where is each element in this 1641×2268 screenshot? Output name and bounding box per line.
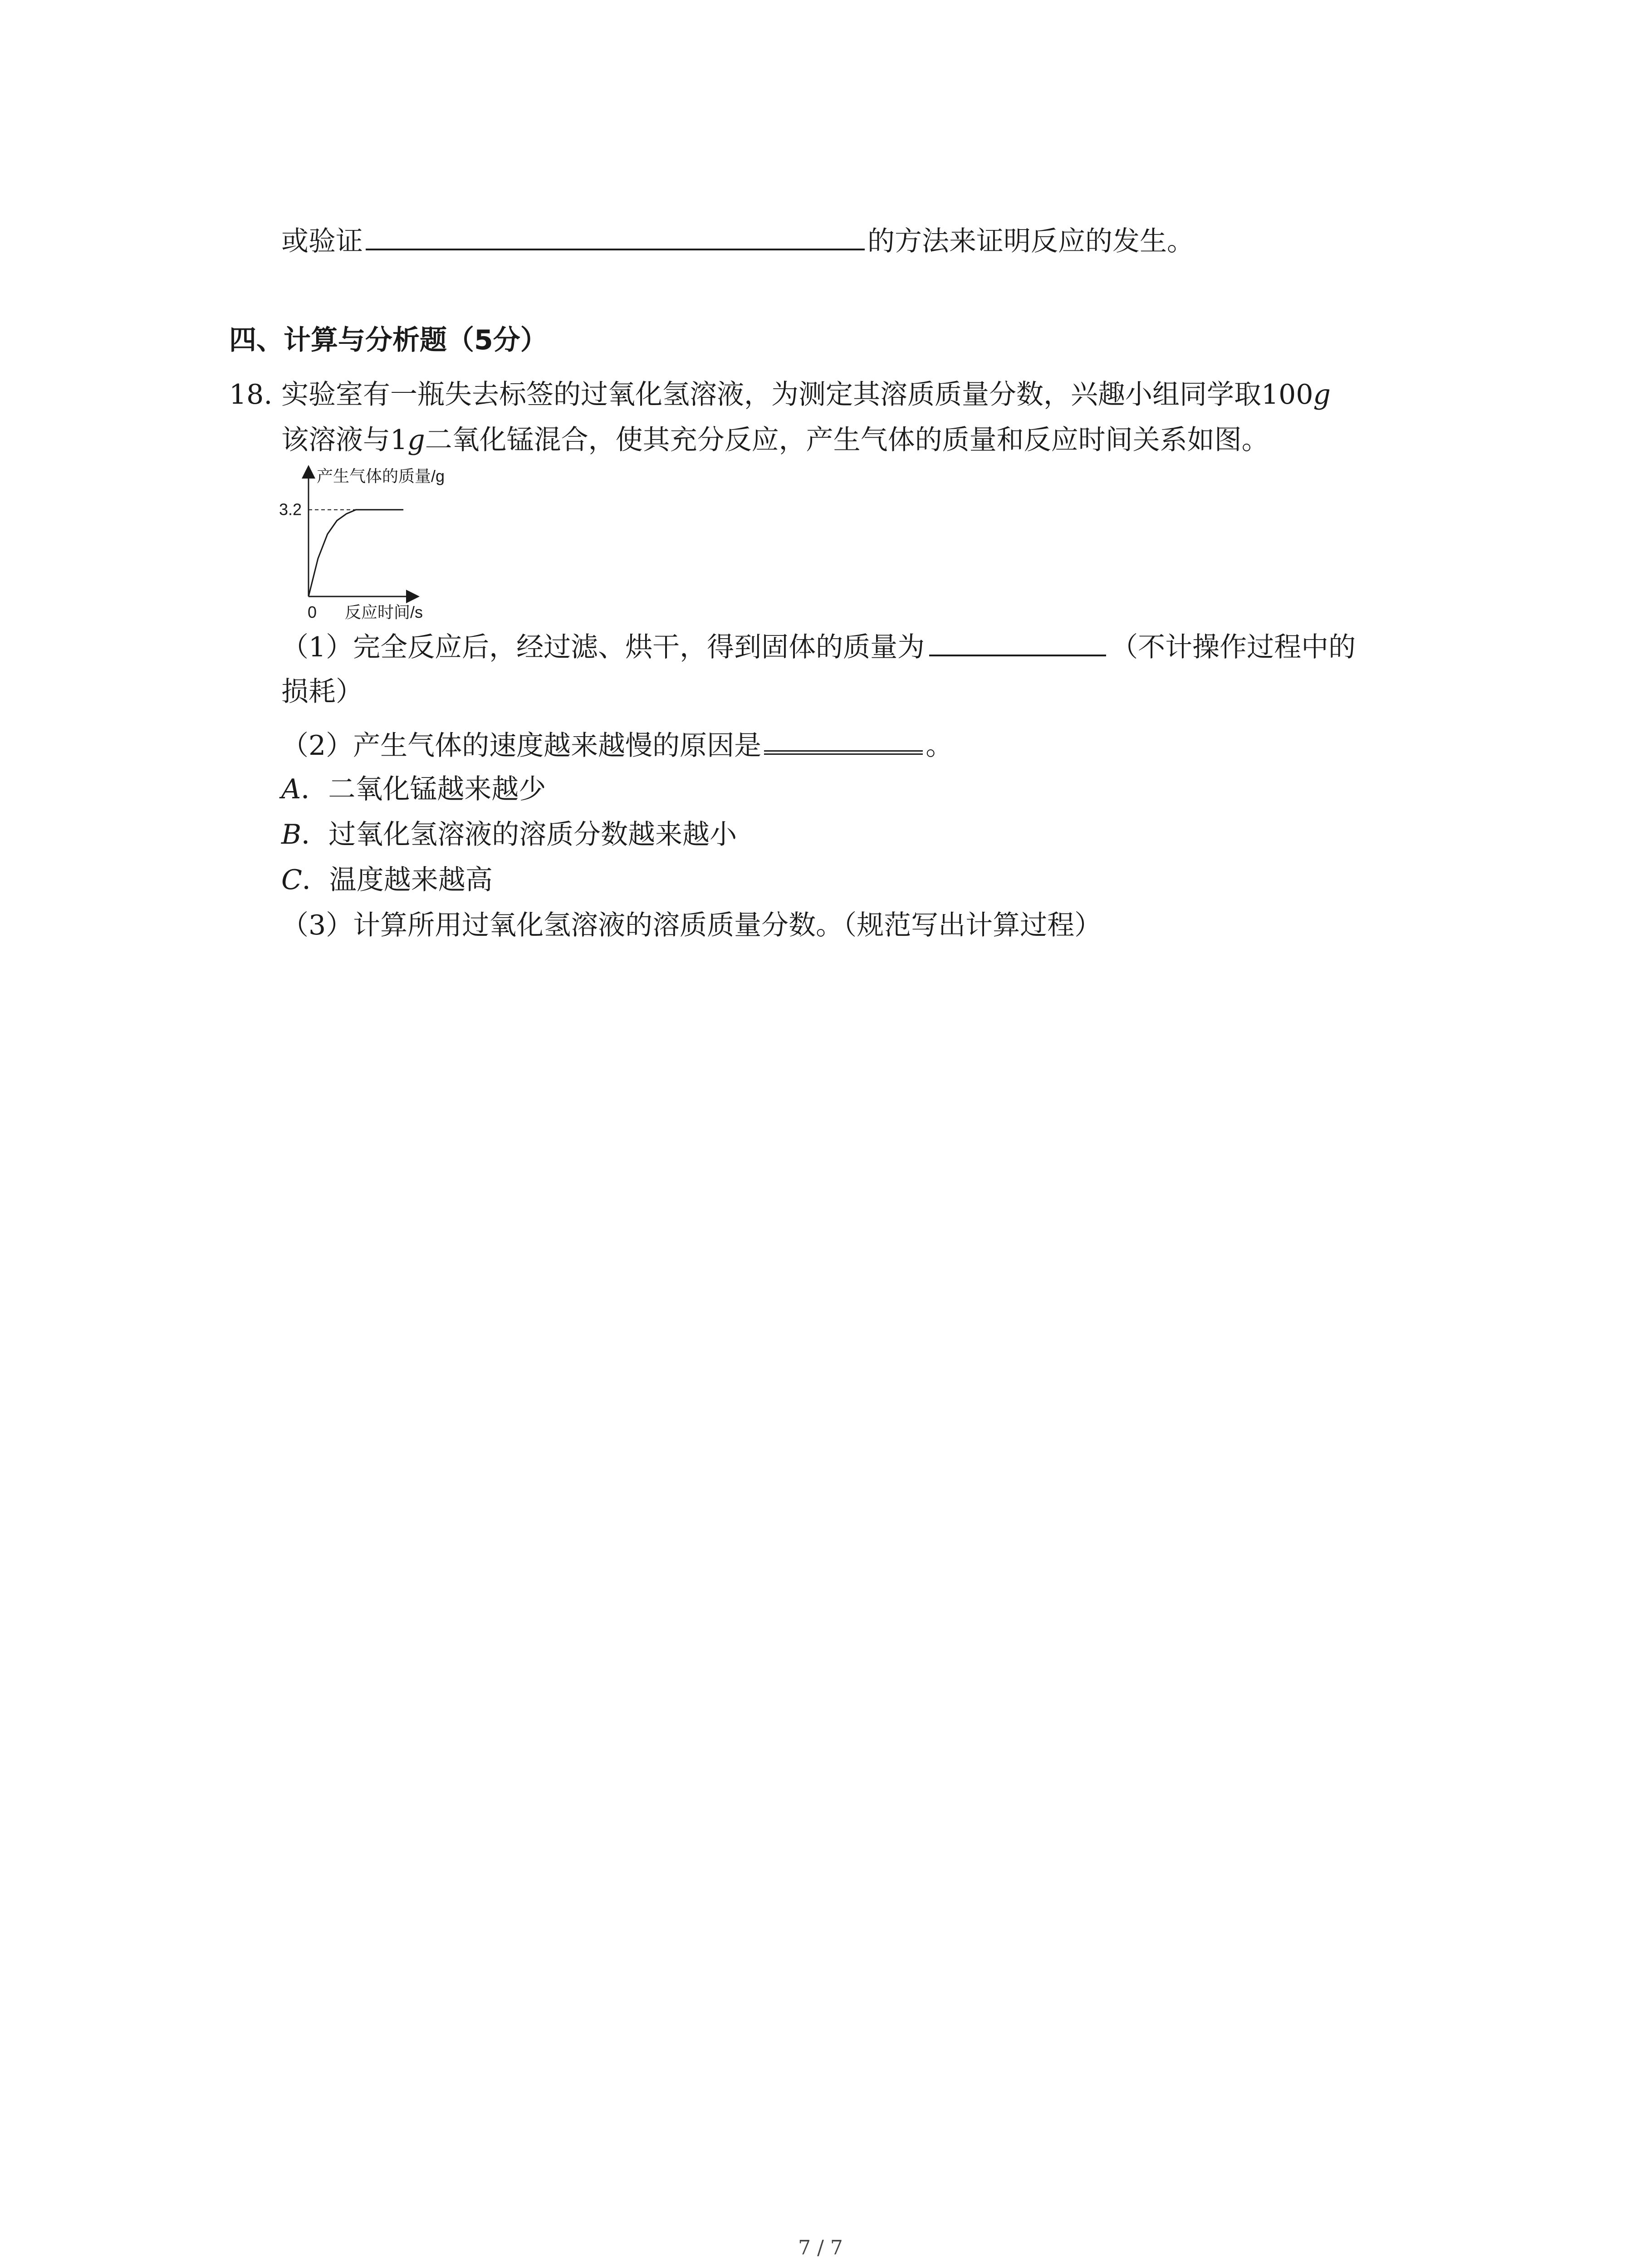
sub2-text-b: 。 [926, 730, 953, 762]
option-c-text: ．温度越来越高 [302, 864, 493, 896]
gas-mass-chart [263, 463, 481, 621]
option-c-letter: C [281, 864, 302, 896]
sub1-answer-blank[interactable] [929, 628, 1106, 656]
stem-line2-unit: g [407, 424, 425, 456]
sub-question-1 [281, 628, 1356, 665]
continuation-line [281, 222, 1194, 259]
origin-label: 0 [308, 603, 317, 621]
section-heading: 四、计算与分析题（5分） [229, 324, 548, 356]
y-axis-label: 产生气体的质量/g [317, 467, 445, 485]
option-b [281, 816, 737, 853]
continuation-suffix: 的方法来证明反应的发生。 [867, 225, 1194, 257]
stem-line2-text-a: 该溶液与1 [281, 424, 408, 456]
page-number: 7 / 7 [798, 2236, 843, 2259]
sub1-text-a: （1）完全反应后，经过滤、烘干，得到固体的质量为 [281, 631, 925, 663]
stem-line1-unit: g [1313, 379, 1331, 411]
question-stem-line2 [281, 422, 1269, 458]
sub2-answer-blank[interactable] [764, 726, 923, 755]
y-tick-label: 3.2 [279, 500, 302, 519]
answer-blank[interactable] [366, 222, 865, 250]
question-number: 18. [229, 379, 273, 411]
stem-line1-text: 实验室有一瓶失去标签的过氧化氢溶液，为测定其溶质质量分数，兴趣小组同学取100 [281, 379, 1313, 411]
option-b-text: ．过氧化氢溶液的溶质分数越来越小 [301, 819, 737, 850]
question-stem-line1 [281, 376, 1331, 413]
data-line [309, 510, 403, 596]
option-c [281, 862, 493, 898]
stem-line2-text-b: 二氧化锰混合，使其充分反应，产生气体的质量和反应时间关系如图。 [425, 424, 1269, 456]
option-a-letter: A [281, 773, 301, 805]
option-a-text: ．二氧化锰越来越少 [301, 773, 546, 805]
sub2-text-a: （2）产生气体的速度越来越慢的原因是 [281, 730, 762, 762]
sub-question-3: （3）计算所用过氧化氢溶液的溶质质量分数。（规范写出计算过程） [281, 909, 1102, 941]
option-b-letter: B [281, 819, 302, 850]
sub1-text-b: （不计操作过程中的 [1111, 631, 1356, 663]
sub-question-1-cont: 损耗） [281, 676, 363, 708]
continuation-prefix: 或验证 [281, 225, 363, 257]
sub-question-2 [281, 726, 953, 764]
option-a [281, 771, 546, 807]
x-axis-label: 反应时间/s [345, 603, 423, 621]
